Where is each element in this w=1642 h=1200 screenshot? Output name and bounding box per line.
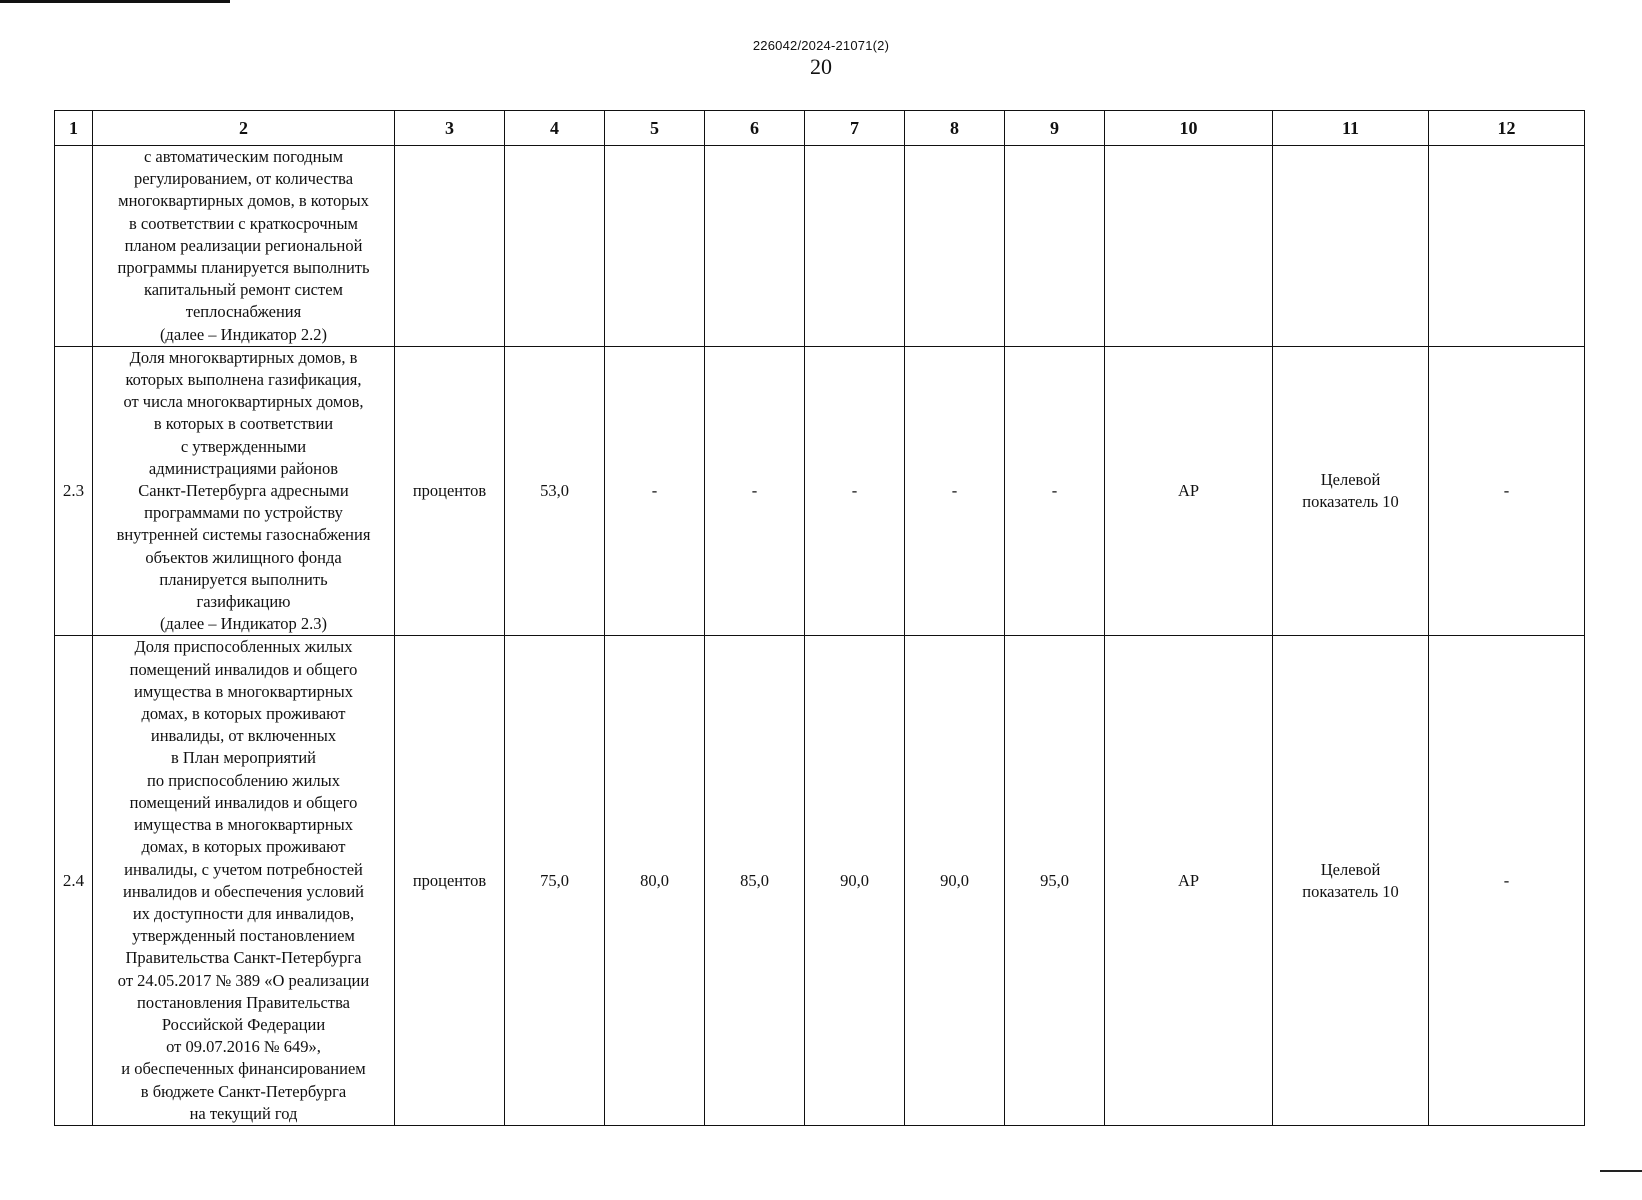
unit-cell xyxy=(395,146,505,347)
value-cell xyxy=(605,146,705,347)
value-cell: - xyxy=(605,346,705,636)
row-number: 2.3 xyxy=(55,346,93,636)
column-header: 5 xyxy=(605,111,705,146)
value-cell: 90,0 xyxy=(805,636,905,1125)
target-cell xyxy=(1273,146,1429,347)
value-cell: 75,0 xyxy=(505,636,605,1125)
value-cell xyxy=(805,146,905,347)
value-cell: - xyxy=(805,346,905,636)
value-cell: 85,0 xyxy=(705,636,805,1125)
table-row xyxy=(55,346,1585,636)
page-number: 20 xyxy=(810,54,832,79)
note-cell xyxy=(1429,146,1585,347)
column-header: 11 xyxy=(1273,111,1429,146)
source-cell xyxy=(1105,146,1273,347)
value-cell xyxy=(705,146,805,347)
column-header: 8 xyxy=(905,111,1005,146)
document-id: 226042/2024-21071(2) xyxy=(752,38,890,53)
column-header: 1 xyxy=(55,111,93,146)
unit-cell: процентов xyxy=(395,636,505,1125)
target-cell: Целевой показатель 10 xyxy=(1273,636,1429,1125)
source-cell: АР xyxy=(1105,346,1273,636)
target-cell: Целевой показатель 10 xyxy=(1273,346,1429,636)
column-header: 2 xyxy=(93,111,395,146)
row-number xyxy=(55,146,93,347)
table-row xyxy=(55,636,1585,1125)
value-cell: 90,0 xyxy=(905,636,1005,1125)
note-cell: - xyxy=(1429,346,1585,636)
header-row xyxy=(55,111,1585,146)
value-cell: - xyxy=(705,346,805,636)
value-cell: - xyxy=(1005,346,1105,636)
note-cell: - xyxy=(1429,636,1585,1125)
indicator-description: Доля приспособленных жилых помещений инвалидов и общего имущества в многоквартирных домах, в которых проживают инвалиды, от включенных в План мероприятий по приспособлению жилых помещений инвалидов и общего имущества в многоквартирных домах, в которых проживают инвалиды, с учетом потребностей инвалидов и обеспечения условий их доступности для инвалидов, утвержденный постановлением Правительства Санкт-Петербурга от 24.05.2017 № 389 «О реализации постановления Правительства Российской Федерации от 09.07.2016 № 649», и обеспеченных финансированием в бюджете Санкт-Петербурга на текущий год xyxy=(93,636,395,1125)
value-cell: 80,0 xyxy=(605,636,705,1125)
indicator-description: с автоматическим погодным регулированием, от количества многоквартирных домов, в которых в соответствии с краткосрочным планом реализации региональной программы планируется выполнить капитальный ремонт систем теплоснабжения (далее – Индикатор 2.2) xyxy=(93,146,395,347)
indicator-description: Доля многоквартирных домов, в которых выполнена газификация, от числа многоквартирных домов, в которых в соответствии с утвержденными администрациями районов Санкт-Петербурга адресными программами по устройству внутренней системы газоснабжения объектов жилищного фонда планируется выполнить газификацию (далее – Индикатор 2.3) xyxy=(93,346,395,636)
indicators-table xyxy=(54,110,1585,1126)
column-header: 10 xyxy=(1105,111,1273,146)
column-header: 7 xyxy=(805,111,905,146)
column-header: 6 xyxy=(705,111,805,146)
scan-edge-mark xyxy=(0,0,230,3)
value-cell: 95,0 xyxy=(1005,636,1105,1125)
value-cell xyxy=(505,146,605,347)
column-header: 12 xyxy=(1429,111,1585,146)
value-cell: 53,0 xyxy=(505,346,605,636)
value-cell: - xyxy=(905,346,1005,636)
column-header: 3 xyxy=(395,111,505,146)
table-row xyxy=(55,146,1585,347)
source-cell: АР xyxy=(1105,636,1273,1125)
column-header: 9 xyxy=(1005,111,1105,146)
scan-edge-mark xyxy=(1600,1170,1642,1172)
unit-cell: процентов xyxy=(395,346,505,636)
row-number: 2.4 xyxy=(55,636,93,1125)
value-cell xyxy=(1005,146,1105,347)
column-header: 4 xyxy=(505,111,605,146)
value-cell xyxy=(905,146,1005,347)
